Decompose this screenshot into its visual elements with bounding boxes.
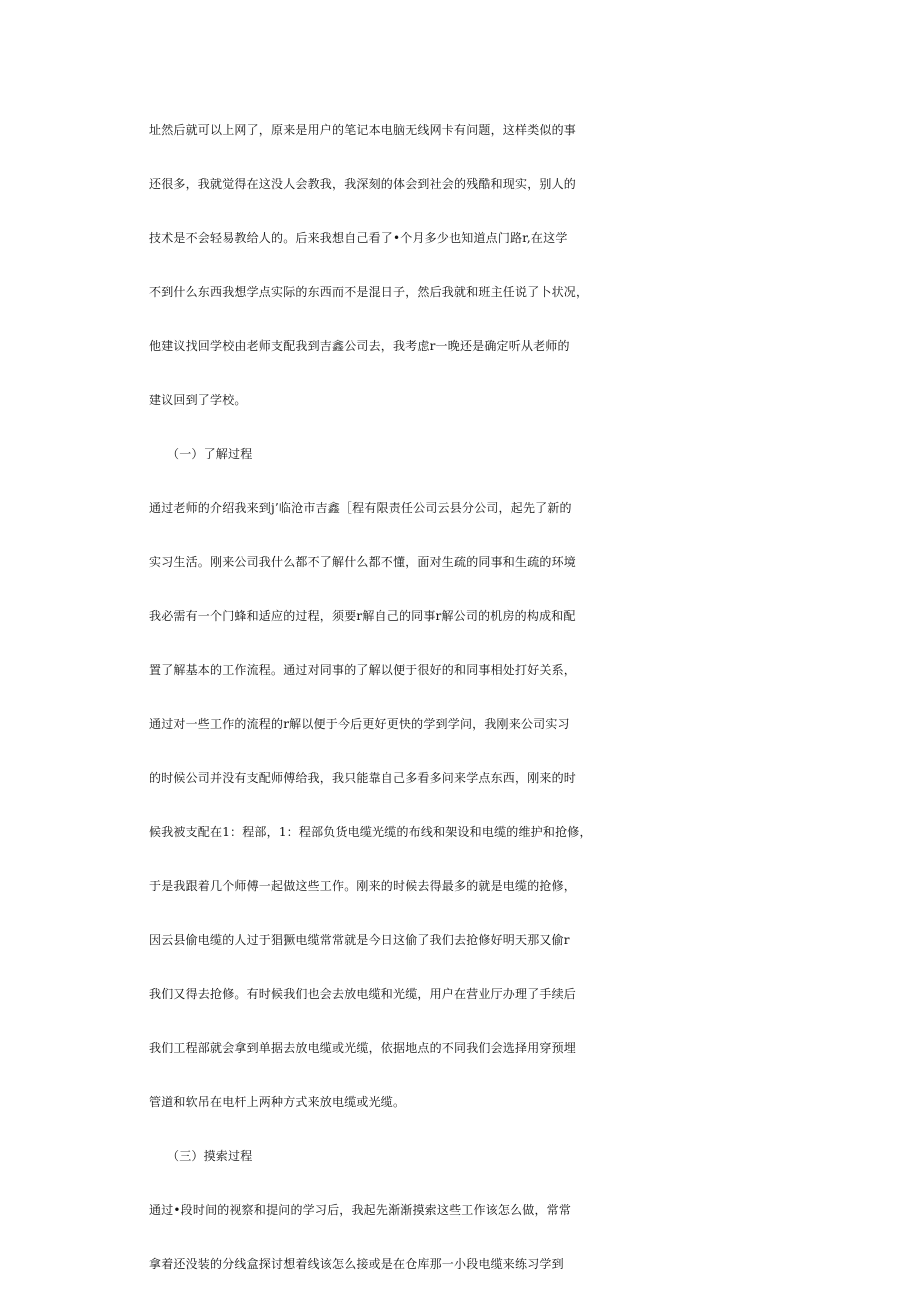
body-text-line: 因云县偷电缆的人过于猖獗电缆常常就是今日这偷了我们去抢修好明天那又偷r — [149, 933, 570, 947]
body-text-line: 址然后就可以上网了，原来是用户的笔记本电脑无线网卡有问题，这样类似的事 — [149, 123, 577, 137]
body-text-line: 拿着还没装的分线盒探讨想着线该怎么接或是在仓库那一小段电缆来练习学到 — [149, 1257, 564, 1271]
body-text-line: 技术是不会轻易教给人的。后来我想自己看了•个月多少也知道点门路r,在这学 — [149, 231, 568, 245]
body-text-line: 管道和软吊在电杆上两种方式来放电缆或光缆。 — [149, 1095, 406, 1109]
body-text-line: 通过老师的介绍我来到j’临沧市吉鑫［程有限责任公司云县分公司，起先了新的 — [149, 501, 572, 515]
body-text-line: 候我被支配在1：程部，1：程部负货电缆光缆的布线和架设和电缆的维护和抢修， — [149, 825, 592, 839]
body-text-line: 我们又得去抢修。有时候我们也会去放电缆和光缆，用户在营业厅办理了手续后 — [149, 987, 577, 1001]
body-text-line: 于是我跟着几个师傅一起做这些工作。刚来的时候去得最多的就是电缆的抢修， — [149, 879, 577, 893]
body-text-line: 我们工程部就会拿到单据去放电缆或光缆，依据地点的不同我们会选择用穿预埋 — [149, 1041, 577, 1055]
body-text-line: 他建议找回学校由老师支配我到吉鑫公司去，我考虑r一晚还是确定听从老师的 — [149, 339, 570, 353]
body-text-line: 的时候公司并没有支配师傅给我，我只能靠自己多看多问来学点东西，刚来的时 — [149, 771, 577, 785]
body-text-line: 实习生活。刚来公司我什么都不了解什么都不懂，面对生疏的同事和生疏的环境 — [149, 555, 577, 569]
body-text-line: 我必需有一个门蜂和适应的过程，须要r解自己的同事r解公司的机房的构成和配 — [149, 609, 576, 623]
body-text-line: 通过•段时间的视察和提问的学习后，我起先渐渐摸索这些工作该怎么做，常常 — [149, 1203, 572, 1217]
section-heading: （一）了解过程 — [167, 447, 253, 461]
section-heading: （三）摸索过程 — [167, 1149, 253, 1163]
body-text-line: 通过对一些工作的流程的r解以便于今后更好更快的学到学问，我刚来公司实习 — [149, 717, 570, 731]
body-text-line: 建议回到了学校。 — [149, 393, 247, 407]
body-text-line: 还很多，我就觉得在这没人会教我，我深刻的体会到社会的残酷和现实，别人的 — [149, 177, 577, 191]
body-text-line: 置了解基本的工作流程。通过对同事的了解以便于很好的和同事相处打好关系， — [149, 663, 577, 677]
body-text-line: 不到什么东西我想学点实际的东西而不是混日子，然后我就和班主任说了卜状况， — [149, 285, 589, 299]
